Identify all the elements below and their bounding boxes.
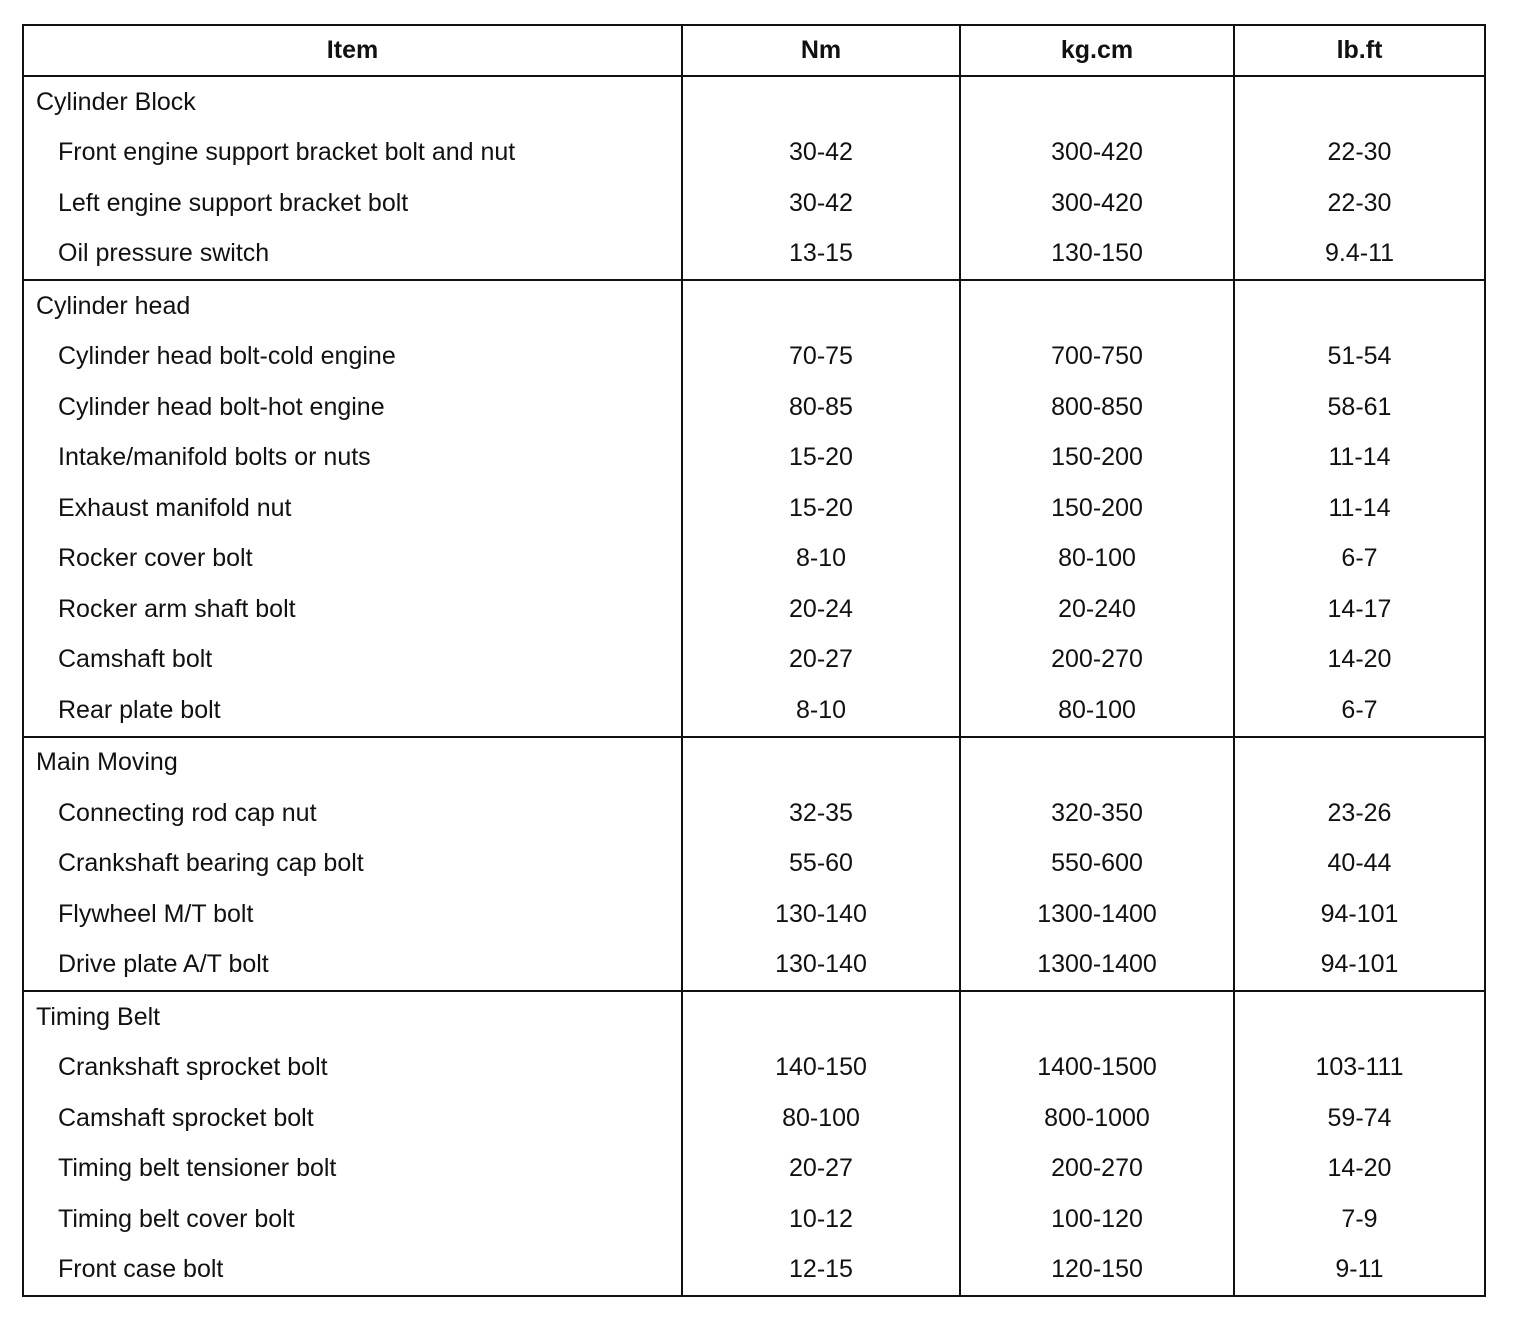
kgcm-cell: 800-850 [960, 382, 1234, 433]
section-title: Cylinder Block [23, 76, 682, 128]
nm-cell: 8-10 [682, 685, 960, 737]
section-title-row [23, 991, 1485, 1043]
kgcm-cell: 320-350 [960, 788, 1234, 839]
lbft-cell: 23-26 [1234, 788, 1485, 839]
item-cell: Cylinder head bolt-hot engine [23, 382, 682, 433]
empty-cell [1234, 737, 1485, 789]
nm-cell: 80-85 [682, 382, 960, 433]
empty-cell [682, 737, 960, 789]
lbft-cell: 58-61 [1234, 382, 1485, 433]
nm-cell: 32-35 [682, 788, 960, 839]
nm-cell: 15-20 [682, 483, 960, 534]
kgcm-cell: 1300-1400 [960, 940, 1234, 992]
lbft-cell: 11-14 [1234, 483, 1485, 534]
item-cell: Rear plate bolt [23, 685, 682, 737]
lbft-cell: 6-7 [1234, 534, 1485, 585]
nm-cell: 55-60 [682, 839, 960, 890]
lbft-cell: 40-44 [1234, 839, 1485, 890]
empty-cell [960, 737, 1234, 789]
table-row [23, 332, 1485, 383]
lbft-cell: 14-20 [1234, 1144, 1485, 1195]
header-kgcm: kg.cm [960, 25, 1234, 76]
section-title-row [23, 76, 1485, 128]
empty-cell [682, 991, 960, 1043]
lbft-cell: 14-20 [1234, 635, 1485, 686]
empty-cell [1234, 991, 1485, 1043]
lbft-cell: 103-111 [1234, 1043, 1485, 1094]
item-cell: Rocker arm shaft bolt [23, 584, 682, 635]
table-row [23, 128, 1485, 179]
nm-cell: 12-15 [682, 1245, 960, 1297]
item-cell: Rocker cover bolt [23, 534, 682, 585]
nm-cell: 70-75 [682, 332, 960, 383]
kgcm-cell: 150-200 [960, 433, 1234, 484]
header-nm: Nm [682, 25, 960, 76]
table-row [23, 685, 1485, 737]
nm-cell: 20-27 [682, 635, 960, 686]
table-row [23, 1093, 1485, 1144]
table-row [23, 584, 1485, 635]
section-group [23, 991, 1485, 1296]
item-cell: Camshaft bolt [23, 635, 682, 686]
section-title: Main Moving [23, 737, 682, 789]
section-group [23, 280, 1485, 737]
kgcm-cell: 130-150 [960, 229, 1234, 281]
table-row [23, 382, 1485, 433]
item-cell: Oil pressure switch [23, 229, 682, 281]
kgcm-cell: 700-750 [960, 332, 1234, 383]
nm-cell: 30-42 [682, 178, 960, 229]
nm-cell: 140-150 [682, 1043, 960, 1094]
header-lbft: lb.ft [1234, 25, 1485, 76]
empty-cell [960, 280, 1234, 332]
nm-cell: 130-140 [682, 940, 960, 992]
section-group [23, 76, 1485, 280]
empty-cell [960, 76, 1234, 128]
lbft-cell: 14-17 [1234, 584, 1485, 635]
nm-cell: 10-12 [682, 1194, 960, 1245]
item-cell: Exhaust manifold nut [23, 483, 682, 534]
item-cell: Front case bolt [23, 1245, 682, 1297]
kgcm-cell: 80-100 [960, 685, 1234, 737]
table-row [23, 483, 1485, 534]
table-row [23, 178, 1485, 229]
kgcm-cell: 1400-1500 [960, 1043, 1234, 1094]
item-cell: Timing belt tensioner bolt [23, 1144, 682, 1195]
header-row [23, 25, 1485, 76]
table-row [23, 839, 1485, 890]
empty-cell [960, 991, 1234, 1043]
kgcm-cell: 80-100 [960, 534, 1234, 585]
table-row [23, 940, 1485, 992]
section-group [23, 737, 1485, 992]
table-row [23, 534, 1485, 585]
kgcm-cell: 150-200 [960, 483, 1234, 534]
kgcm-cell: 550-600 [960, 839, 1234, 890]
section-title: Timing Belt [23, 991, 682, 1043]
torque-specification-table [22, 24, 1486, 1297]
section-title-row [23, 280, 1485, 332]
lbft-cell: 9-11 [1234, 1245, 1485, 1297]
header-item: Item [23, 25, 682, 76]
table-row [23, 1194, 1485, 1245]
kgcm-cell: 200-270 [960, 635, 1234, 686]
lbft-cell: 94-101 [1234, 940, 1485, 992]
nm-cell: 20-27 [682, 1144, 960, 1195]
kgcm-cell: 20-240 [960, 584, 1234, 635]
kgcm-cell: 1300-1400 [960, 889, 1234, 940]
item-cell: Intake/manifold bolts or nuts [23, 433, 682, 484]
section-title-row [23, 737, 1485, 789]
lbft-cell: 22-30 [1234, 178, 1485, 229]
empty-cell [1234, 280, 1485, 332]
item-cell: Timing belt cover bolt [23, 1194, 682, 1245]
nm-cell: 8-10 [682, 534, 960, 585]
table-row [23, 788, 1485, 839]
table-row [23, 229, 1485, 281]
table-row [23, 635, 1485, 686]
item-cell: Drive plate A/T bolt [23, 940, 682, 992]
nm-cell: 13-15 [682, 229, 960, 281]
nm-cell: 15-20 [682, 433, 960, 484]
lbft-cell: 22-30 [1234, 128, 1485, 179]
table-row [23, 1245, 1485, 1297]
nm-cell: 30-42 [682, 128, 960, 179]
item-cell: Left engine support bracket bolt [23, 178, 682, 229]
table-row [23, 1043, 1485, 1094]
table-header [23, 25, 1485, 76]
kgcm-cell: 300-420 [960, 178, 1234, 229]
lbft-cell: 51-54 [1234, 332, 1485, 383]
item-cell: Connecting rod cap nut [23, 788, 682, 839]
item-cell: Crankshaft sprocket bolt [23, 1043, 682, 1094]
nm-cell: 20-24 [682, 584, 960, 635]
item-cell: Flywheel M/T bolt [23, 889, 682, 940]
empty-cell [682, 76, 960, 128]
kgcm-cell: 100-120 [960, 1194, 1234, 1245]
lbft-cell: 59-74 [1234, 1093, 1485, 1144]
lbft-cell: 6-7 [1234, 685, 1485, 737]
item-cell: Camshaft sprocket bolt [23, 1093, 682, 1144]
lbft-cell: 7-9 [1234, 1194, 1485, 1245]
kgcm-cell: 120-150 [960, 1245, 1234, 1297]
kgcm-cell: 800-1000 [960, 1093, 1234, 1144]
lbft-cell: 94-101 [1234, 889, 1485, 940]
item-cell: Crankshaft bearing cap bolt [23, 839, 682, 890]
table-row [23, 889, 1485, 940]
kgcm-cell: 200-270 [960, 1144, 1234, 1195]
item-cell: Cylinder head bolt-cold engine [23, 332, 682, 383]
section-title: Cylinder head [23, 280, 682, 332]
item-cell: Front engine support bracket bolt and nut [23, 128, 682, 179]
empty-cell [1234, 76, 1485, 128]
nm-cell: 80-100 [682, 1093, 960, 1144]
empty-cell [682, 280, 960, 332]
table-row [23, 433, 1485, 484]
lbft-cell: 9.4-11 [1234, 229, 1485, 281]
nm-cell: 130-140 [682, 889, 960, 940]
kgcm-cell: 300-420 [960, 128, 1234, 179]
lbft-cell: 11-14 [1234, 433, 1485, 484]
table-row [23, 1144, 1485, 1195]
